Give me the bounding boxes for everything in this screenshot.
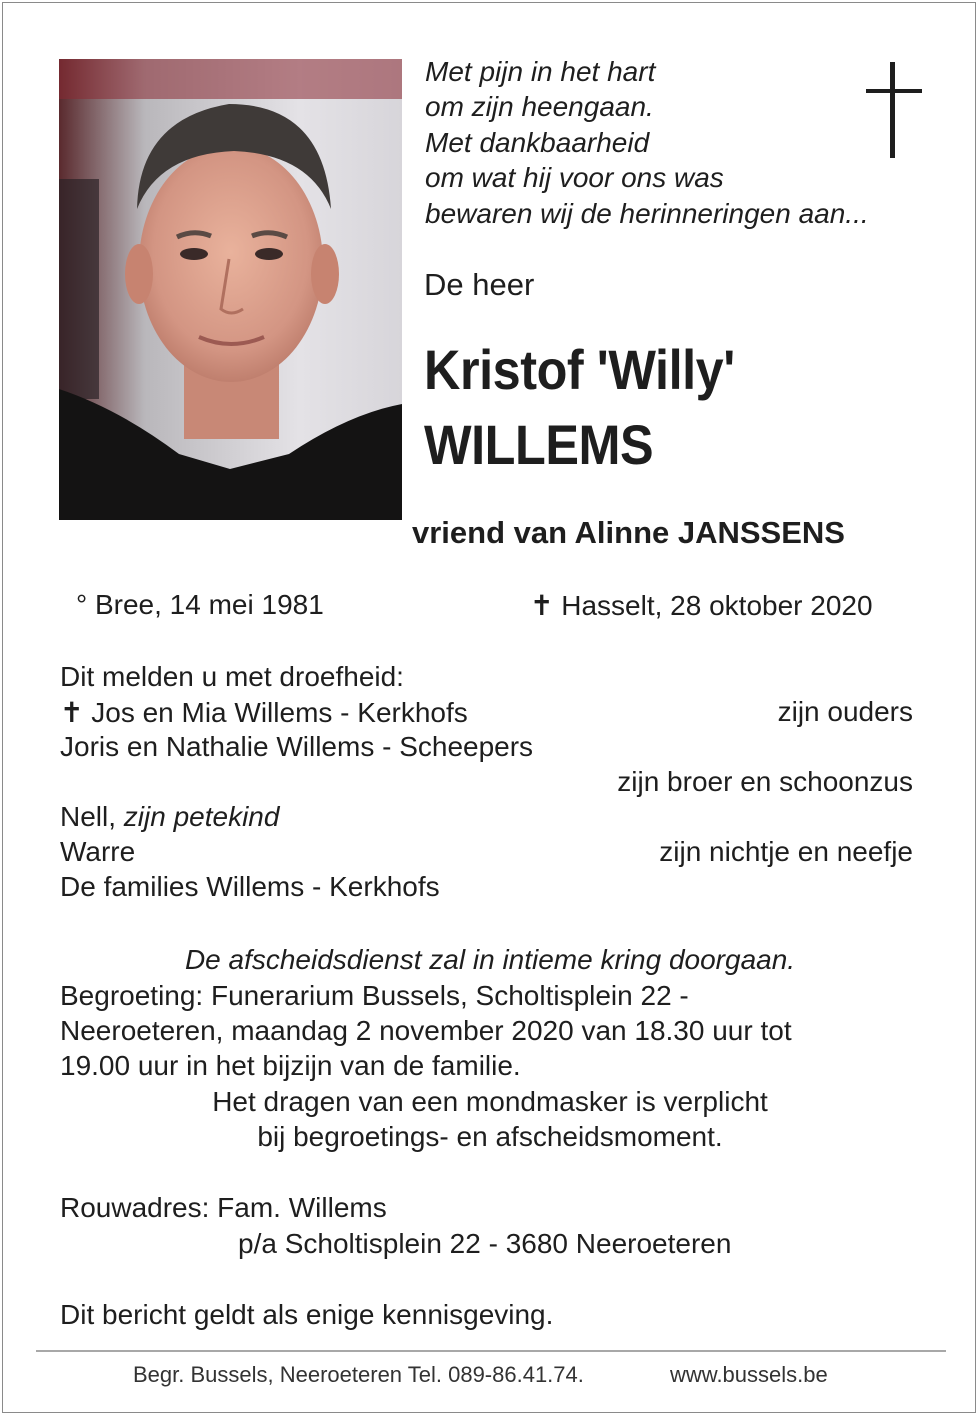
latin-cross-icon xyxy=(866,62,922,158)
poem-line: Met dankbaarheid xyxy=(425,126,650,158)
mourner-row xyxy=(60,696,913,731)
undertaker-info: Begr. Bussels, Neeroeteren Tel. 089-86.41.74. xyxy=(133,1362,584,1387)
mourner-row xyxy=(60,731,913,766)
mourning-address: Rouwadres: Fam. Willems xyxy=(60,1192,387,1223)
mask-notice: Het dragen van een mondmasker is verplicht xyxy=(212,1086,768,1117)
greeting-line: Begroeting: Funerarium Bussels, Scholtisplein 22 - xyxy=(60,980,689,1011)
mask-notice: bij begroetings- en afscheidsmoment. xyxy=(257,1121,723,1152)
poem-line: Met pijn in het hart xyxy=(425,56,656,87)
mourner-row xyxy=(60,766,913,801)
partner-line: vriend van Alinne JANSSENS xyxy=(412,515,845,550)
farewell-note: De afscheidsdienst zal in intieme kring doorgaan. xyxy=(184,944,796,975)
birth-info: ° Bree, 14 mei 1981 xyxy=(76,589,324,620)
deceased-name xyxy=(424,332,735,482)
mourner-relation: zijn petekind xyxy=(123,801,280,832)
death-info: ✝ Hasselt, 28 oktober 2020 xyxy=(530,590,873,621)
greeting-line: Neeroeteren, maandag 2 november 2020 van 18.30 uur tot xyxy=(60,1015,792,1046)
mourner-row xyxy=(60,871,913,906)
first-name: Kristof 'Willy' xyxy=(424,338,735,401)
mourner-name: ✝ Jos en Mia Willems - Kerkhofs xyxy=(60,697,468,728)
last-name: WILLEMS xyxy=(424,413,654,476)
poem-line: om zijn heengaan. xyxy=(425,91,654,123)
footer-divider xyxy=(36,1350,946,1352)
title-prefix: De heer xyxy=(424,267,535,302)
notice-line: Dit bericht geldt als enige kennisgeving. xyxy=(60,1299,554,1330)
mourner-relation: zijn ouders xyxy=(777,696,913,727)
mourners-intro: Dit melden u met droefheid: xyxy=(60,661,404,692)
mourning-address-street: p/a Scholtisplein 22 - 3680 Neeroeteren xyxy=(238,1228,732,1259)
greeting-line: 19.00 uur in het bijzijn van de familie. xyxy=(60,1050,521,1081)
portrait-photo xyxy=(59,59,402,520)
mourner-name: Warre xyxy=(60,836,136,867)
poem-line: bewaren wij de herinneringen aan... xyxy=(425,197,869,229)
mourner-row xyxy=(60,836,913,871)
mourner-relation: zijn broer en schoonzus xyxy=(617,766,913,797)
mourner-relation: zijn nichtje en neefje xyxy=(659,836,913,867)
memorial-poem xyxy=(425,54,869,231)
mourner-name: Nell, xyxy=(60,801,117,832)
website-link[interactable]: www.bussels.be xyxy=(670,1362,828,1387)
poem-line: om wat hij voor ons was xyxy=(425,162,724,194)
mourner-name: Joris en Nathalie Willems - Scheepers xyxy=(60,731,534,762)
mourner-row xyxy=(60,801,913,836)
mourner-name: De families Willems - Kerkhofs xyxy=(60,871,440,902)
